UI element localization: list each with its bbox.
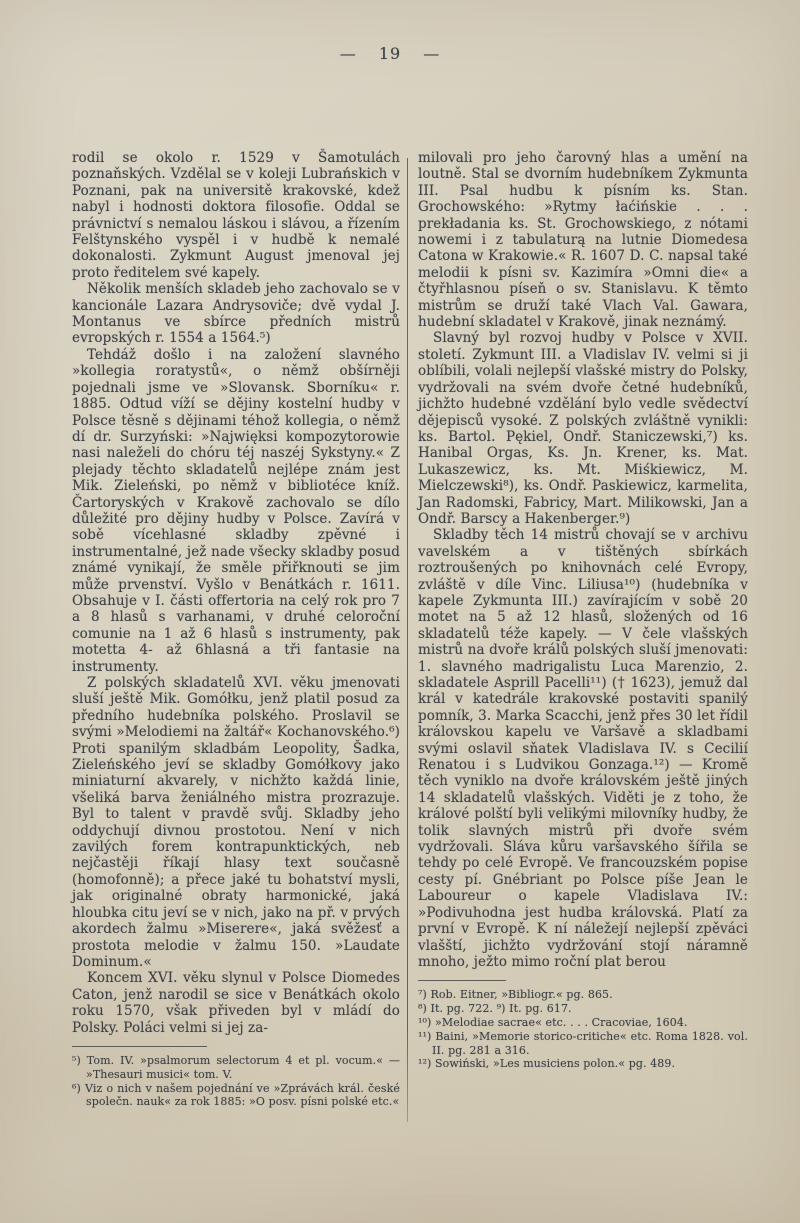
- paragraph: Z polských skladatelů XVI. věku jmenovati sluší ještě Mik. Gomółku, jenž platil posud za předního hudebníka polského. Proslavil se svými »Melodiemi na žaltář« Kochanovského.⁶) Proti spanilým skladbám Leopolity, Šadka, Zieleńského jeví se skladby Gomółkovy jako miniaturní akvarely, v nichžto každá linie, všeliká barva ženiálného mistra prozrazuje. Byl to talent v pravdě svůj. Skladby jeho oddychují divnou prostotou. Není v nich zavilých forem kontrapunktických, neb nejčastěji říkají hlasy text současně (homofonně); a přece jaké tu bohatství mysli, jak originalné obraty harmonické, jaká hloubka citu jeví se v nich, jako na př. v prvých akordech žalmu »Miserere«, jaká svěžesť a prostota melodie v žalmu 150. »Laudate Dominum.«: [72, 675, 400, 970]
- left-footnotes: [72, 1054, 400, 1109]
- text-columns: [72, 150, 748, 1109]
- paragraph: Slavný byl rozvoj hudby v Polsce v XVII. století. Zykmunt III. a Vladislav IV. velmi si ji oblíbili, volali nejlepší vlašské mistry do Polsky, vydržovali na svém dvoře četné hudebníků, jichžto hudebné vzdělání bylo vedle svědectví dějepisců vysoké. Z polských zvláštně vynikli: ks. Bartol. Pękiel, Ondř. Staniczewski,⁷) ks. Hanibal Orgas, Ks. Jn. Krener, ks. Mat. Lukaszewicz, ks. Mt. Miśkiewicz, M. Mielczewski⁸), ks. Ondř. Paskiewicz, karmelita, Jan Radomski, Fabricy, Mart. Milikowski, Jan a Ondř. Barscy a Hakenberger.⁹): [418, 330, 748, 527]
- footnote-separator: [418, 980, 506, 981]
- paragraph: Koncem XVI. věku slynul v Polsce Diomedes Caton, jenž narodil se sice v Benátkách okolo roku 1570, však přiveden byl v mládí do Polsky. Poláci velmi si jej za-: [72, 970, 400, 1036]
- paragraph: milovali pro jeho čarovný hlas a umění na loutně. Stal se dvorním hudebníkem Zykmunta III. Psal hudbu k písním ks. Stan. Grochowského: »Rytmy łaćińskie . . . prekładania ks. St. Grochowskiego, z nótami nowemi i z tabulaturą na lutnie Diomedesa Catona w Krakowie.« R. 1607 D. C. napsal také melodii k písni sv. Kazimíra »Omni die« a čtyřhlasnou píseň o sv. Stanislavu. K těmto mistrům se druží také Vlach Val. Gawara, hudební skladatel v Krakově, jinak neznámý.: [418, 150, 748, 331]
- footnote: ⁶) Viz o nich v našem pojednání ve »Zprávách král. české společn. nauk« za rok 1885: »O posv. písni polské etc.«: [72, 1081, 400, 1109]
- paragraph: Tehdáž došlo i na založení slavného »kollegia roratystů«, o němž obšírněji pojednali jsme ve »Slovansk. Sborníku« r. 1885. Odtud víží se dějiny kostelní hudby v Polsce těsně s dějinami téhož kollegia, o němž dí dr. Surzyński: »Najwięksi kompozytorowie nasi naleželi do chóru téj naszéj Sykstyny.« Z plejady těchto skladatelů nejlépe znám jest Mik. Zieleński, po němž v bibliotéce kníž. Čartoryských v Krakově zachovalo se dílo důležité pro dějiny hudby v Polsce. Zavírá v sobě vícehlasné skladby zpěvné i instrumentalné, jež nade všecky skladby posud známé vynikají, že směle přiřknouti se jim může prvenství. Vyšlo v Benátkách r. 1611. Obsahuje v I. části offertoria na celý rok pro 7 a 8 hlasů s varhanami, v druhé celoroční comunie na 1 až 6 hlasů s instrumenty, pak motetta 4- až 6hlasná a tři fantasie na instrumenty.: [72, 346, 400, 675]
- footnote: ⁵) Tom. IV. »psalmorum selectorum 4 et pl. vocum.« — »Thesauri musici« tom. V.: [72, 1053, 400, 1081]
- paragraph: Několik menších skladeb jeho zachovalo se v kancionále Lazara Andrysoviče; dvě vydal J. Montanus ve sbírce předních mistrů evropských r. 1554 a 1564.⁵): [72, 281, 400, 347]
- footnote: ⁸) It. pg. 722. ⁹) It. pg. 617.: [418, 1002, 572, 1016]
- page-number: — 19 —: [339, 44, 441, 63]
- right-footnotes: [418, 988, 748, 1071]
- footnote-separator: [72, 1046, 207, 1047]
- right-column: [418, 150, 748, 1071]
- footnote: ¹¹) Baini, »Memorie storico-critiche« etc. Roma 1828. vol. II. pg. 281 a 316.: [418, 1029, 748, 1057]
- footnote: ⁷) Rob. Eitner, »Bibliogr.« pg. 865.: [418, 988, 613, 1002]
- footnote: ¹⁰) »Melodiae sacrae« etc. . . . Cracoviae, 1604.: [418, 1015, 688, 1029]
- paragraph: rodil se okolo r. 1529 v Šamotulách poznaňských. Vzdělal se v koleji Lubrańskich v Poznani, pak na universitě krakovské, kdež nabyl i hodnosti doktora filosofie. Oddal se právnictví s nemalou láskou i slávou, a řízením Felštynského vyspěl i v hudbě k nemalé dokonalosti. Zykmunt August jmenoval jej proto ředitelem své kapely.: [72, 150, 400, 281]
- paragraph: Skladby těch 14 mistrů chovají se v archivu vavelském a v tištěných sbírkách roztroušených po knihovnách celé Evropy, zvláště v díle Vinc. Liliusa¹⁰) (hudebníka v kapele Zykmunta III.) zavírajícím v sobě 20 motet na 5 až 12 hlasů, složených od 16 skladatelů téže kapely. — V čele vlašských mistrů na dvoře králů polských sluší jmenovati: 1. slavného madrigalistu Luca Marenzio, 2. skladatele Asprill Pacelli¹¹) († 1623), jemuž dal král v katedrále krakovské postaviti spanilý pomník, 3. Marka Scacchi, jenž přes 30 let řídil královskou kapelu ve Varšavě a skladbami svými oslavil sňatek Vladislava IV. s Cecilií Renatou i s Ludvikou Gonzaga.¹²) — Kromě těch vyniklo na dvoře královském ještě jiných 14 skladatelů vlašských. Viděti je z toho, že králové polští byli velikými milovníky hudby, že tolik slavných mistrů při dvoře svém vydržovali. Sláva kůru varšavského šířila se tehdy po celé Evropě. Ve francouzském popise cesty pí. Gnébriant po Polsce píše Jean le Laboureur o kapele Vladislava IV.: »Podivuhodna jest hudba královská. Platí za první v Evropě. K ní náležejí nejlepší zpěváci vlašští, jichžto vydržování stojí náramně mnoho, ježto mimo roční plat berou: [418, 527, 748, 970]
- footnote: ¹²) Sowiński, »Les musiciens polon.« pg. 489.: [418, 1057, 676, 1071]
- left-column: [72, 150, 400, 1109]
